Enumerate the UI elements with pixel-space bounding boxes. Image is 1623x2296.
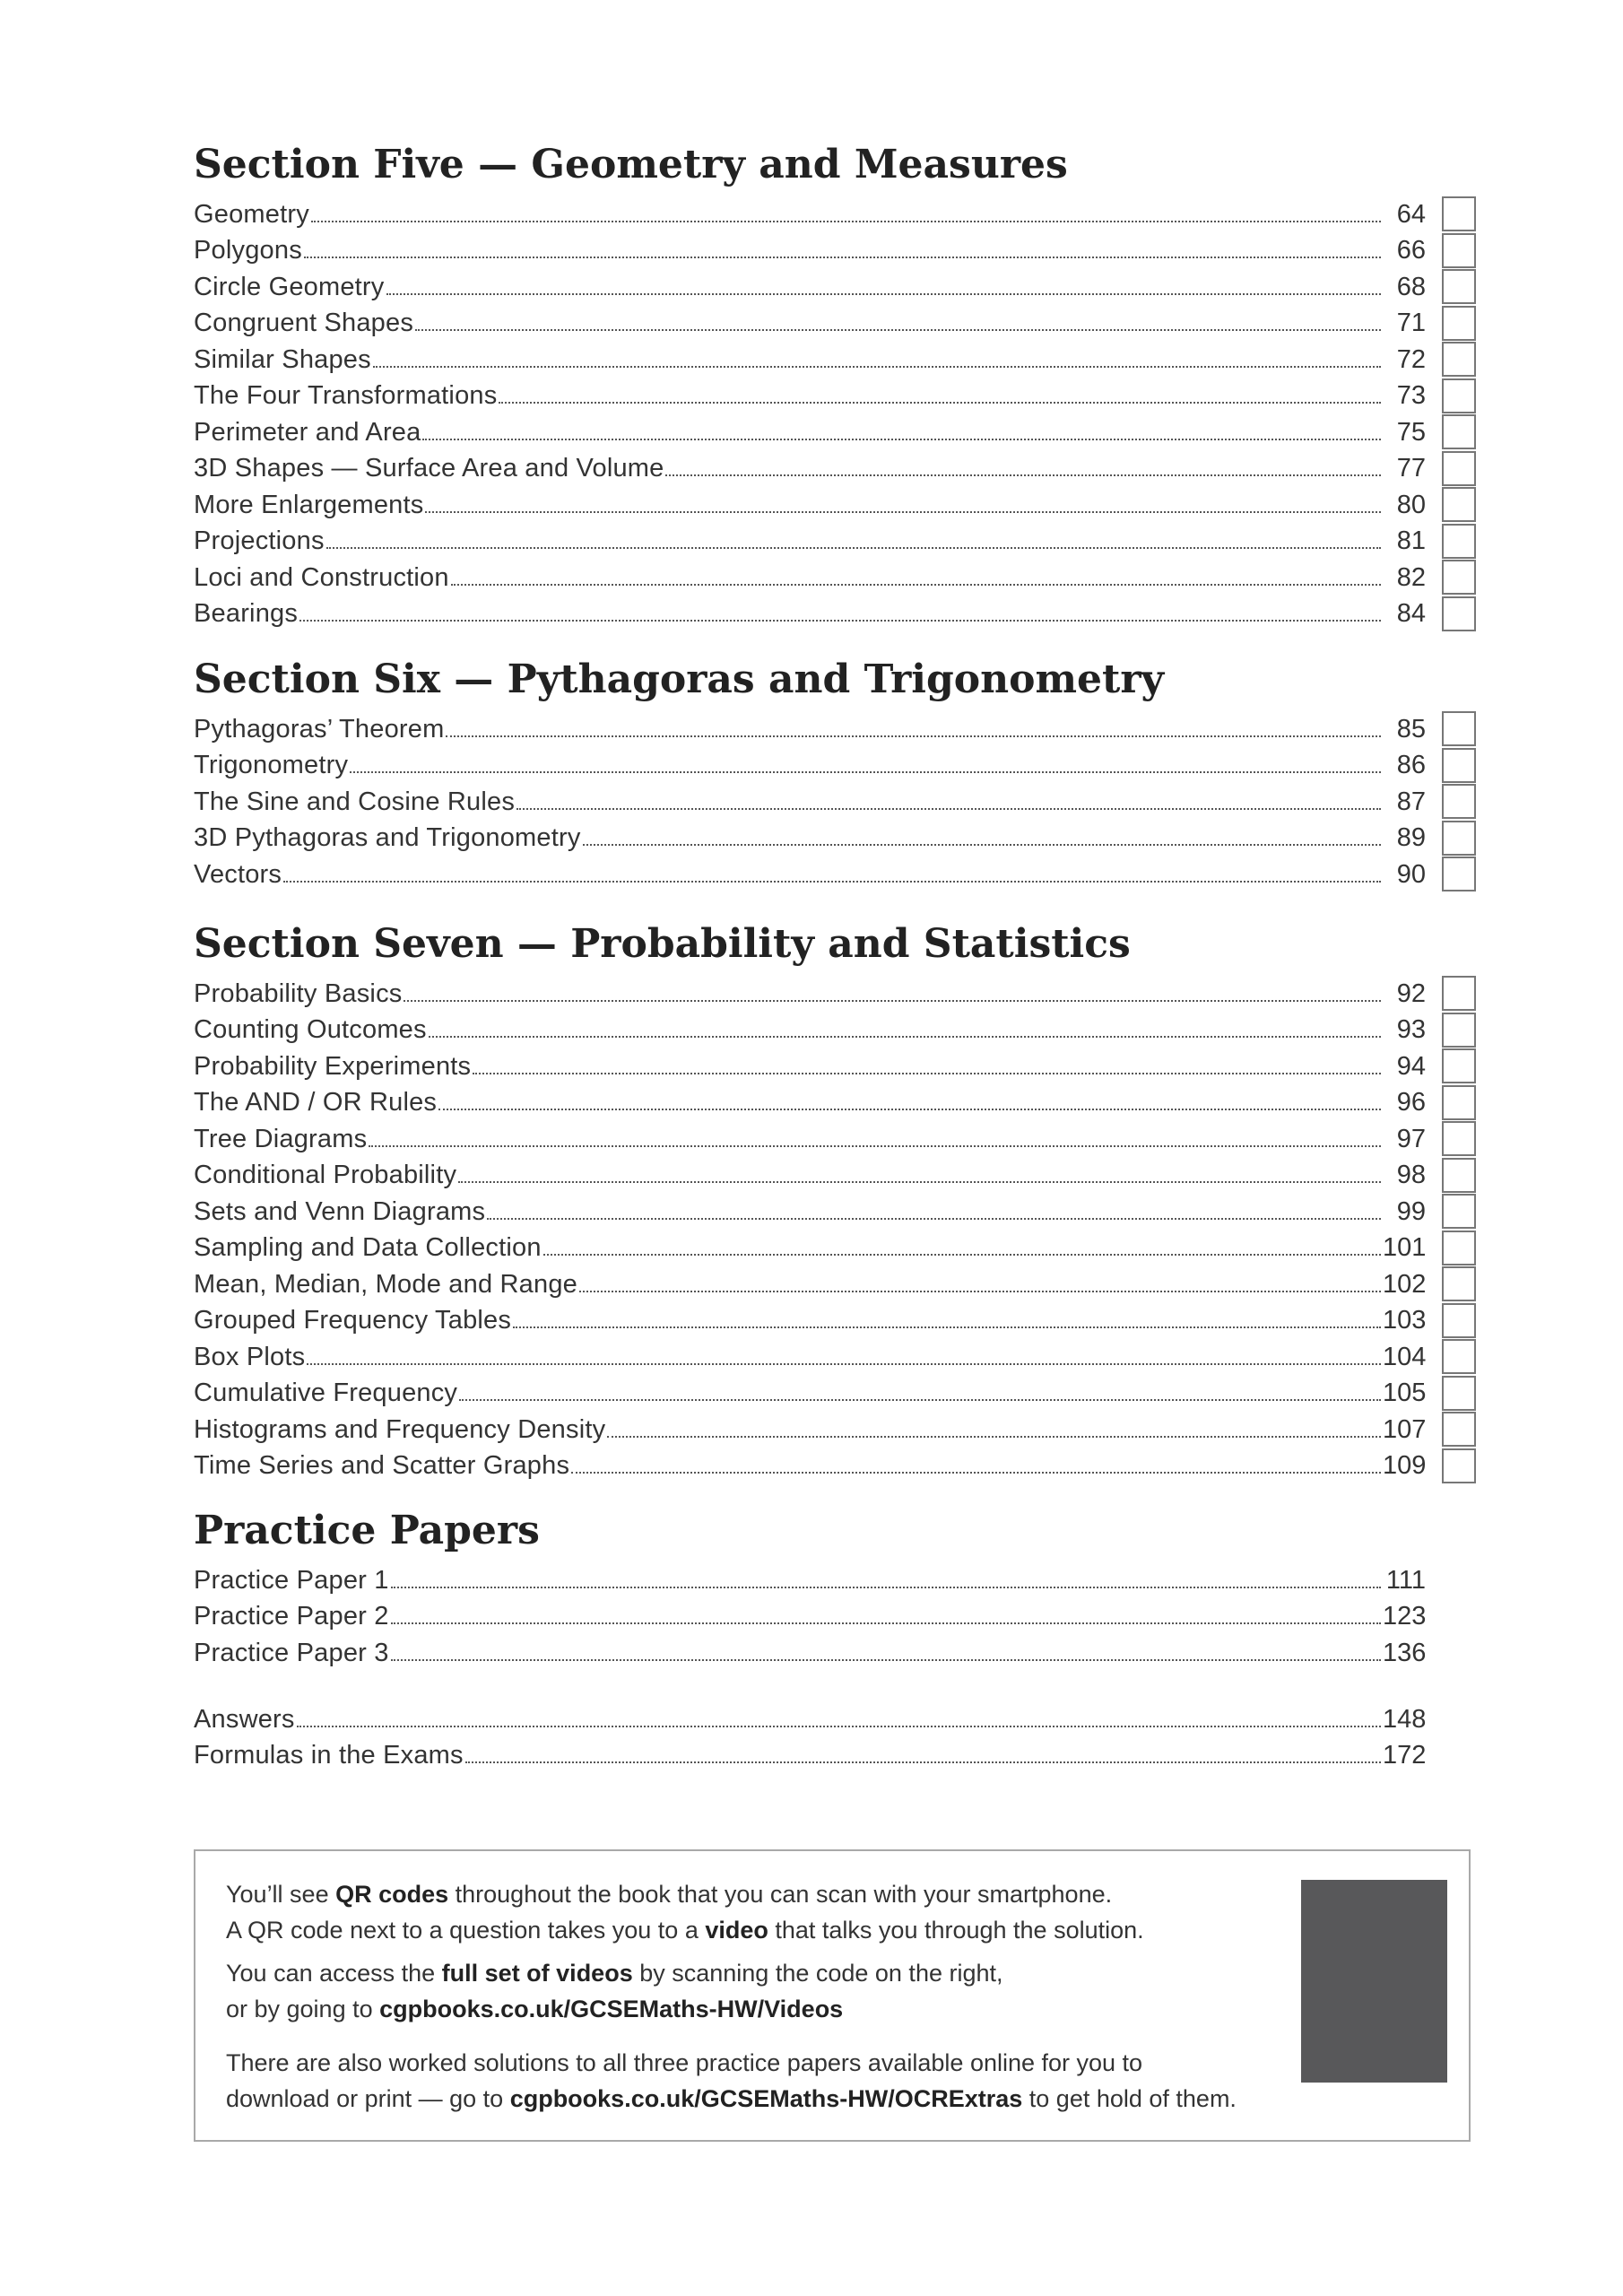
progress-checkbox[interactable] xyxy=(1442,233,1476,268)
progress-checkbox[interactable] xyxy=(1442,1194,1476,1229)
toc-entry-title: Bearings xyxy=(194,599,299,628)
progress-checkbox[interactable] xyxy=(1442,1303,1476,1338)
practice-papers xyxy=(194,1509,1476,1671)
progress-checkbox[interactable] xyxy=(1442,1158,1476,1193)
progress-checkbox[interactable] xyxy=(1442,342,1476,377)
toc-entry-title: Tree Diagrams xyxy=(194,1124,368,1153)
toc-page-number: 72 xyxy=(1396,344,1426,374)
toc-entry-title: Counting Outcomes xyxy=(194,1015,427,1044)
toc-entry-title: The AND / OR Rules xyxy=(194,1088,438,1117)
dot-leader xyxy=(513,1326,1381,1328)
progress-checkbox[interactable] xyxy=(1442,1231,1476,1265)
dot-leader xyxy=(391,1658,1381,1661)
progress-checkbox[interactable] xyxy=(1442,1266,1476,1301)
toc-entry[interactable] xyxy=(194,1338,1476,1375)
dot-leader xyxy=(583,843,1381,846)
progress-checkbox[interactable] xyxy=(1442,1121,1476,1156)
toc-entry-title: The Four Transformations xyxy=(194,381,498,410)
toc-page-number: 66 xyxy=(1396,236,1426,265)
dot-leader xyxy=(473,1072,1381,1074)
toc-entry[interactable] xyxy=(194,196,1476,232)
toc-page-number: 85 xyxy=(1396,714,1426,744)
info-line: There are also worked solutions to all three practice papers available online for you to xyxy=(226,2049,1143,2076)
toc-entry[interactable] xyxy=(194,1448,1476,1484)
progress-checkbox[interactable] xyxy=(1442,560,1476,595)
extras-list xyxy=(194,1700,1476,1773)
toc-page-number: 102 xyxy=(1383,1269,1427,1299)
progress-checkbox[interactable] xyxy=(1442,1339,1476,1374)
progress-checkbox[interactable] xyxy=(1442,1412,1476,1447)
toc-entry-title: Perimeter and Area xyxy=(194,417,421,447)
toc-page-number: 87 xyxy=(1396,787,1426,816)
toc-entry-title: Answers xyxy=(194,1704,295,1734)
toc-entry[interactable] xyxy=(194,1561,1476,1598)
progress-checkbox[interactable] xyxy=(1442,1048,1476,1083)
practice-papers-list xyxy=(194,1561,1476,1671)
extras-link[interactable]: cgpbooks.co.uk/GCSEMaths-HW/OCRExtras xyxy=(509,2085,1023,2112)
toc-page-number: 71 xyxy=(1396,309,1426,337)
toc-page-number: 75 xyxy=(1396,417,1426,447)
section-title: Section Six — Pythagoras and Trigonometry xyxy=(194,657,1165,702)
progress-checkbox[interactable] xyxy=(1442,596,1476,631)
toc-page-number: 93 xyxy=(1396,1015,1426,1044)
toc-entry-title: 3D Shapes — Surface Area and Volume xyxy=(194,454,664,483)
toc-page-number: 77 xyxy=(1396,454,1426,483)
dot-leader xyxy=(438,1108,1381,1110)
toc-entry-title: Vectors xyxy=(194,859,282,889)
toc-entry[interactable] xyxy=(194,1120,1476,1157)
extras xyxy=(194,1700,1476,1773)
section-title: Section Five — Geometry and Measures xyxy=(194,142,1068,187)
toc-page-number: 98 xyxy=(1396,1161,1426,1189)
dot-leader xyxy=(391,1622,1381,1624)
toc-entry-title: Sets and Venn Diagrams xyxy=(194,1196,486,1226)
progress-checkbox[interactable] xyxy=(1442,857,1476,891)
toc-entry-title: More Enlargements xyxy=(194,490,424,519)
progress-checkbox[interactable] xyxy=(1442,976,1476,1011)
dot-leader xyxy=(283,880,1381,883)
dot-leader xyxy=(304,256,1381,258)
dot-leader xyxy=(543,1253,1381,1256)
progress-checkbox[interactable] xyxy=(1442,378,1476,413)
toc-entry[interactable] xyxy=(194,523,1476,560)
videos-link[interactable]: cgpbooks.co.uk/GCSEMaths-HW/Videos xyxy=(379,1996,844,2022)
dot-leader xyxy=(422,438,1381,440)
section-six-list xyxy=(194,710,1476,892)
toc-page-number: 105 xyxy=(1383,1378,1427,1407)
toc-entry[interactable] xyxy=(194,1411,1476,1448)
toc-page-number: 97 xyxy=(1396,1124,1426,1153)
toc-entry-title: 3D Pythagoras and Trigonometry xyxy=(194,823,581,852)
progress-checkbox[interactable] xyxy=(1442,414,1476,449)
toc-entry-title: Box Plots xyxy=(194,1342,306,1371)
toc-entry[interactable] xyxy=(194,856,1476,892)
toc-page-number: 64 xyxy=(1396,199,1426,229)
toc-entry[interactable] xyxy=(194,486,1476,523)
section-seven xyxy=(194,923,1476,1483)
section-five xyxy=(194,144,1476,631)
section-five-list xyxy=(194,196,1476,631)
progress-checkbox[interactable] xyxy=(1442,306,1476,341)
toc-page-number: 107 xyxy=(1383,1414,1427,1444)
info-line: or by going to cgpbooks.co.uk/GCSEMaths-HW/Videos xyxy=(226,1996,844,2022)
info-line: You can access the full set of videos by scanning the code on the right, xyxy=(226,1960,1003,1987)
toc-entry[interactable] xyxy=(194,710,1476,747)
toc-page-number: 99 xyxy=(1396,1196,1426,1226)
section-seven-list xyxy=(194,975,1476,1483)
dot-leader xyxy=(311,220,1381,222)
toc-entry[interactable] xyxy=(194,596,1476,632)
qr-info-box xyxy=(194,1849,1471,2142)
toc-page-number: 103 xyxy=(1383,1306,1427,1335)
toc-entry[interactable] xyxy=(194,1012,1476,1048)
toc-page-number: 86 xyxy=(1396,751,1426,779)
toc-entry[interactable] xyxy=(194,1700,1476,1737)
toc-entry[interactable] xyxy=(194,378,1476,414)
toc-page-number: 109 xyxy=(1383,1451,1427,1480)
info-line: A QR code next to a question takes you to a video that talks you through the solution. xyxy=(226,1917,1144,1944)
toc-entry[interactable] xyxy=(194,1737,1476,1774)
toc-entry[interactable] xyxy=(194,1302,1476,1339)
toc-entry-title: Grouped Frequency Tables xyxy=(194,1306,512,1335)
progress-checkbox[interactable] xyxy=(1442,784,1476,819)
dot-leader xyxy=(326,546,1381,549)
toc-page-number: 123 xyxy=(1383,1602,1427,1631)
toc-entry-title: Practice Paper 3 xyxy=(194,1638,389,1667)
toc-entry[interactable] xyxy=(194,1048,1476,1084)
dot-leader xyxy=(425,510,1381,513)
toc-page-number: 82 xyxy=(1396,562,1426,592)
info-line: download or print — go to cgpbooks.co.uk/GCSEMaths-HW/OCRExtras to get hold of them. xyxy=(226,2085,1237,2112)
toc-page-number: 101 xyxy=(1383,1233,1427,1262)
dot-leader xyxy=(391,1586,1381,1588)
dot-leader xyxy=(499,401,1381,404)
toc-entry-title: Similar Shapes xyxy=(194,344,371,374)
section-six xyxy=(194,658,1476,892)
dot-leader xyxy=(451,583,1381,586)
toc-entry-title: Practice Paper 2 xyxy=(194,1602,389,1631)
progress-checkbox[interactable] xyxy=(1442,1085,1476,1120)
toc-entry-title: Polygons xyxy=(194,236,302,265)
toc-entry-title: Probability Experiments xyxy=(194,1051,472,1081)
toc-entry[interactable] xyxy=(194,1634,1476,1671)
toc-entry-title: Time Series and Scatter Graphs xyxy=(194,1451,570,1480)
toc-page-number: 68 xyxy=(1396,272,1426,301)
toc-page-number: 148 xyxy=(1383,1704,1427,1734)
toc-page-number: 94 xyxy=(1396,1051,1426,1081)
toc-entry-title: Circle Geometry xyxy=(194,272,385,301)
toc-entry[interactable] xyxy=(194,232,1476,269)
progress-checkbox[interactable] xyxy=(1442,748,1476,783)
toc-entry-title: Histograms and Frequency Density xyxy=(194,1414,606,1444)
section-title: Section Seven — Probability and Statistics xyxy=(194,921,1131,967)
dot-leader xyxy=(607,1435,1381,1438)
dot-leader xyxy=(350,770,1381,773)
toc-entry-title: Trigonometry xyxy=(194,751,349,779)
toc-entry-title: Congruent Shapes xyxy=(194,309,414,337)
progress-checkbox[interactable] xyxy=(1442,451,1476,486)
toc-page-number: 136 xyxy=(1383,1638,1427,1667)
toc-page-number: 104 xyxy=(1383,1342,1427,1371)
toc-entry-title: Formulas in the Exams xyxy=(194,1741,464,1770)
dot-leader xyxy=(307,1362,1381,1365)
toc-entry[interactable] xyxy=(194,975,1476,1012)
dot-leader xyxy=(404,999,1381,1002)
toc-entry[interactable] xyxy=(194,1230,1476,1266)
toc-entry-title: Geometry xyxy=(194,199,309,229)
dot-leader xyxy=(415,328,1381,331)
toc-entry-title: Projections xyxy=(194,526,325,555)
progress-checkbox[interactable] xyxy=(1442,1448,1476,1483)
toc-entry-title: Practice Paper 1 xyxy=(194,1565,389,1595)
toc-page-number: 172 xyxy=(1383,1741,1427,1770)
dot-leader xyxy=(459,1398,1381,1401)
progress-checkbox[interactable] xyxy=(1442,821,1476,856)
toc-page-number: 96 xyxy=(1396,1088,1426,1117)
toc-entry[interactable] xyxy=(194,1157,1476,1194)
toc-entry-title: Conditional Probability xyxy=(194,1161,457,1189)
toc-page-number: 81 xyxy=(1396,526,1426,555)
toc-entry[interactable] xyxy=(194,820,1476,857)
info-text xyxy=(226,1876,1392,2117)
dot-leader xyxy=(571,1471,1381,1474)
toc-entry[interactable] xyxy=(194,450,1476,487)
toc-entry-title: Cumulative Frequency xyxy=(194,1378,458,1407)
toc-entry[interactable] xyxy=(194,268,1476,305)
dot-leader xyxy=(665,474,1381,476)
toc-entry[interactable] xyxy=(194,1265,1476,1302)
progress-checkbox[interactable] xyxy=(1442,524,1476,559)
progress-checkbox[interactable] xyxy=(1442,1013,1476,1048)
dot-leader xyxy=(458,1180,1381,1183)
progress-checkbox[interactable] xyxy=(1442,196,1476,231)
toc-entry[interactable] xyxy=(194,305,1476,342)
dot-leader xyxy=(386,292,1382,295)
progress-checkbox[interactable] xyxy=(1442,269,1476,304)
toc-entry-title: Sampling and Data Collection xyxy=(194,1233,542,1262)
toc-entry[interactable] xyxy=(194,341,1476,378)
qr-code-placeholder[interactable] xyxy=(1301,1880,1447,2083)
toc-entry-title: Loci and Construction xyxy=(194,562,449,592)
dot-leader xyxy=(516,807,1381,810)
dot-leader xyxy=(299,619,1381,622)
dot-leader xyxy=(429,1035,1381,1038)
dot-leader xyxy=(487,1217,1381,1220)
info-line: You’ll see QR codes throughout the book that you can scan with your smartphone. xyxy=(226,1881,1113,1908)
toc-entry[interactable] xyxy=(194,747,1476,784)
dot-leader xyxy=(369,1144,1381,1147)
dot-leader xyxy=(373,365,1381,368)
progress-checkbox[interactable] xyxy=(1442,487,1476,522)
toc-entry[interactable] xyxy=(194,1598,1476,1635)
toc-entry-title: Pythagoras’ Theorem xyxy=(194,714,445,744)
dot-leader xyxy=(446,735,1381,737)
dot-leader xyxy=(579,1290,1381,1292)
progress-checkbox[interactable] xyxy=(1442,1376,1476,1411)
toc-page-number: 92 xyxy=(1396,978,1426,1008)
toc-page-number: 73 xyxy=(1396,381,1426,410)
toc-entry[interactable] xyxy=(194,559,1476,596)
toc-entry[interactable] xyxy=(194,1084,1476,1121)
toc-page-number: 90 xyxy=(1396,859,1426,889)
toc-entry[interactable] xyxy=(194,1375,1476,1412)
toc-page-number: 84 xyxy=(1396,599,1426,628)
progress-checkbox[interactable] xyxy=(1442,711,1476,746)
toc-entry[interactable] xyxy=(194,1193,1476,1230)
toc-page-number: 80 xyxy=(1396,490,1426,519)
toc-entry-title: Probability Basics xyxy=(194,978,403,1008)
toc-entry[interactable] xyxy=(194,413,1476,450)
toc-page-number: 111 xyxy=(1385,1565,1426,1595)
dot-leader xyxy=(297,1725,1381,1727)
dot-leader xyxy=(465,1761,1381,1763)
section-title: Practice Papers xyxy=(194,1508,540,1553)
toc-entry-title: Mean, Median, Mode and Range xyxy=(194,1269,577,1299)
toc-page-number: 89 xyxy=(1396,823,1426,852)
toc-entry-title: The Sine and Cosine Rules xyxy=(194,787,516,816)
toc-entry[interactable] xyxy=(194,783,1476,820)
